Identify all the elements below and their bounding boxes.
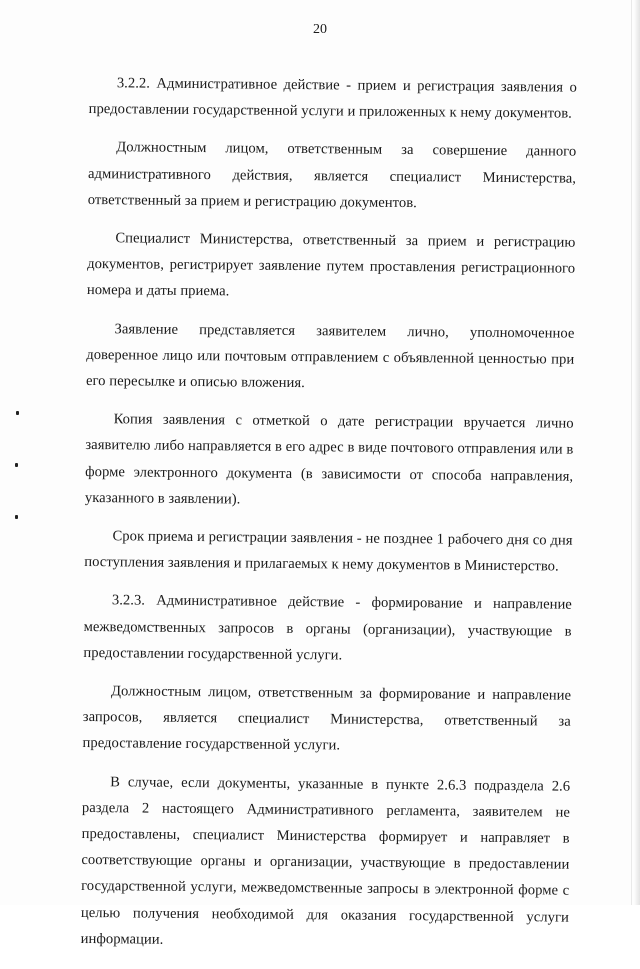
page-edge-line — [631, 0, 632, 905]
submission-method-paragraph: Заявление представляется заявителем лично, уполномоченное доверенное лицо или почтовым отправлением с объявленной ценностью при его пересылке и описью вложения. — [85, 320, 575, 392]
section-3-2-3-heading-paragraph: 3.2.3. Административное действие - формирование и направление межведомственных запросов в органы (организации), участвующие в предоставлении государственной услуги. — [83, 592, 572, 664]
request-official-paragraph: Должностным лицом, ответственным за формирование и направление запросов, является специалист Министерства, ответственный за предоставление государственной услуги. — [82, 683, 572, 754]
registration-paragraph: Специалист Министерства, ответственный за прием и регистрацию документов, регистрирует заявление путем проставления регистрационного номера и даты приема. — [86, 230, 576, 300]
interagency-request-paragraph: В случае, если документы, указанные в пункте 2.6.3 подраздела 2.6 раздела 2 настоящего Административного регламента, заявителем не предоставлены, специалист Министерства формирует и направляет в соответствующие органы и организации, участвующие в предоставлении государственной услуги, межведомственные запросы в электронной форме с целью получения необходимой для оказания государственной услуги информации. — [80, 773, 571, 948]
registration-deadline-paragraph: Срок приема и регистрации заявления - не позднее 1 рабочего дня со дня поступления заявления и прилагаемых к нему документов в Министерство. — [84, 528, 573, 575]
page-edge-shadow — [634, 0, 640, 905]
document-body — [80, 70, 577, 969]
page-number: 20 — [313, 22, 327, 37]
responsible-official-paragraph: Должностным лицом, ответственным за совершение данного административного действия, является специалист Министерства, ответственный за прием и регистрацию документов. — [87, 139, 577, 211]
binding-hole-mark — [15, 463, 18, 467]
copy-delivery-paragraph: Копия заявления с отметкой о дате регистрации вручается лично заявителю либо направляется в его адрес в виде почтового отправления или в форме электронного документа (в зависимости от способа направления, указанного в заявлении). — [84, 411, 574, 508]
binding-hole-mark — [16, 411, 19, 415]
section-3-2-2-heading-paragraph: 3.2.2. Административное действие - прием и регистрация заявления о предоставлении государственной услуги и приложенных к нему документов. — [88, 75, 577, 122]
binding-hole-mark — [15, 515, 18, 519]
